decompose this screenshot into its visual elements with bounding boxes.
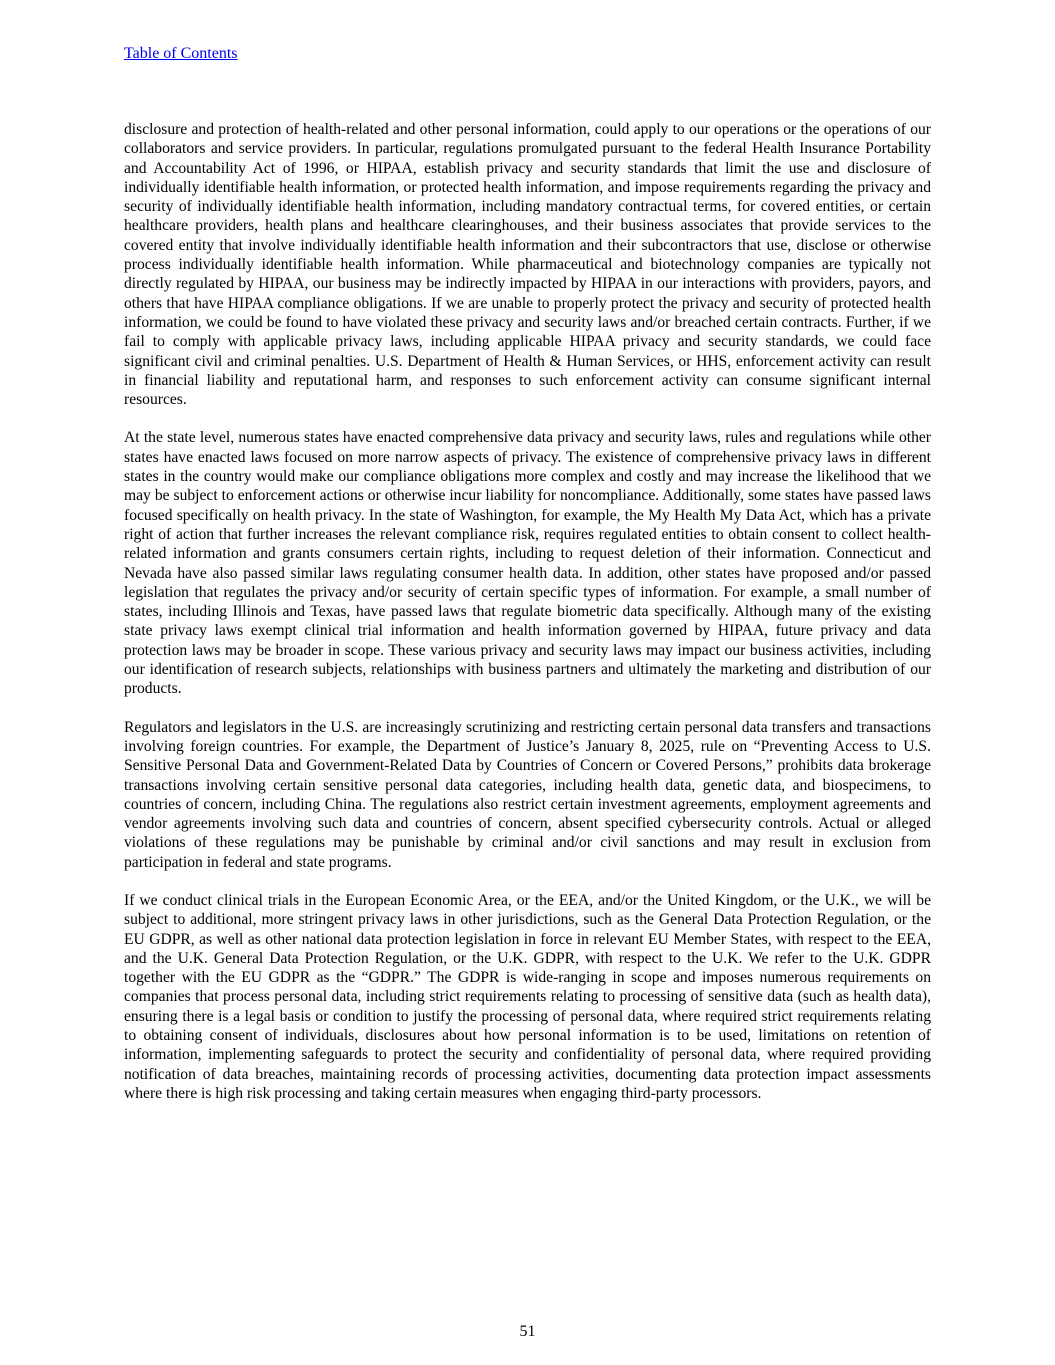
paragraph-foreign-data-transfers: Regulators and legislators in the U.S. are increasingly scrutinizing and restricting certain personal data transfers and transactions involving foreign countries. For example, the Department of Justice’s January 8, 2025, rule on “Preventing Access to U.S. Sensitive Personal Data and Government-Related Data by Countries of Concern or Covered Persons,” prohibits data brokerage transactions involving certain sensitive personal data categories, including health data, genetic data, and biospecimens, to countries of concern, including China. The regulations also restrict certain investment agreements, employment agreements and vendor agreements involving such data and countries of concern, absent specified cybersecurity controls. Actual or alleged violations of these regulations may be punishable by criminal and/or civil sanctions and may result in exclusion from participation in federal and state programs.: [124, 718, 931, 871]
paragraph-state-privacy-laws: At the state level, numerous states have enacted comprehensive data privacy and security laws, rules and regulations while other states have enacted laws focused on more narrow aspects of privacy. The existence of comprehensive privacy laws in different states in the country would make our compliance obligations more complex and costly and may increase the likelihood that we may be subject to enforcement actions or otherwise incur liability for noncompliance. Additionally, some states have passed laws focused specifically on health privacy. In the state of Washington, for example, the My Health My Data Act, which has a private right of action that further increases the relevant compliance risk, requires regulated entities to obtain consent to collect health-related information and grants consumers certain rights, including to request deletion of their information. Connecticut and Nevada have also passed similar laws regulating consumer health data. In addition, other states have proposed and/or passed legislation that regulates the privacy and/or security of certain specific types of information. For example, a small number of states, including Illinois and Texas, have passed laws that regulate biometric data specifically. Although many of the existing state privacy laws exempt clinical trial information and health information governed by HIPAA, future privacy and data protection laws may be broader in scope. These various privacy and security laws may impact our business activities, including our identification of research subjects, relationships with business partners and ultimately the marketing and distribution of our products.: [124, 429, 931, 698]
paragraph-hipaa: disclosure and protection of health-related and other personal information, could apply to our operations or the operations of our collaborators and service providers. In particular, regulations promulgated pursuant to the federal Health Insurance Portability and Accountability Act of 1996, or HIPAA, establish privacy and security standards that limit the use and disclosure of individually identifiable health information, or protected health information, and impose requirements regarding the privacy and security of individually identifiable health information, including mandatory contractual terms, for covered entities, or certain healthcare providers, health plans and healthcare clearinghouses, and their business associates that provide services to the covered entity that involve individually identifiable health information and their subcontractors that use, disclose or otherwise process individually identifiable health information. While pharmaceutical and biotechnology companies are typically not directly regulated by HIPAA, our business may be indirectly impacted by HIPAA in our interactions with providers, payors, and others that have HIPAA compliance obligations. If we are unable to properly protect the privacy and security of protected health information, we could be found to have violated these privacy and security laws and/or breached certain contracts. Further, if we fail to comply with applicable privacy laws, including applicable HIPAA privacy and security standards, we could face significant civil and criminal penalties. U.S. Department of Health & Human Services, or HHS, enforcement activity can result in financial liability and reputational harm, and responses to such enforcement activity can consume significant internal resources.: [124, 121, 931, 409]
document-body: [124, 120, 931, 1122]
paragraph-gdpr: If we conduct clinical trials in the European Economic Area, or the EEA, and/or the United Kingdom, or the U.K., we will be subject to additional, more stringent privacy laws in other jurisdictions, such as the General Data Protection Regulation, or the EU GDPR, as well as other national data protection legislation in force in relevant EU Member States, with respect to the EEA, and the U.K. General Data Protection Regulation, or the U.K. GDPR, with respect to the U.K. We refer to the U.K. GDPR together with the EU GDPR as the “GDPR.” The GDPR is wide-ranging in scope and imposes numerous requirements on companies that process personal data, including strict requirements relating to processing of sensitive data (such as health data), ensuring there is a legal basis or condition to justify the processing of personal data, where required strict requirements relating to obtaining consent of individuals, disclosures about how personal information is to be used, limitations on retention of information, implementing safeguards to protect the security and confidentiality of personal data, where required providing notification of data breaches, maintaining records of processing activities, documenting data protection impact assessments where there is high risk processing and taking certain measures when engaging third-party processors.: [124, 891, 931, 1102]
page-number: 51: [519, 1323, 536, 1340]
table-of-contents-link[interactable]: Table of Contents: [124, 45, 238, 62]
